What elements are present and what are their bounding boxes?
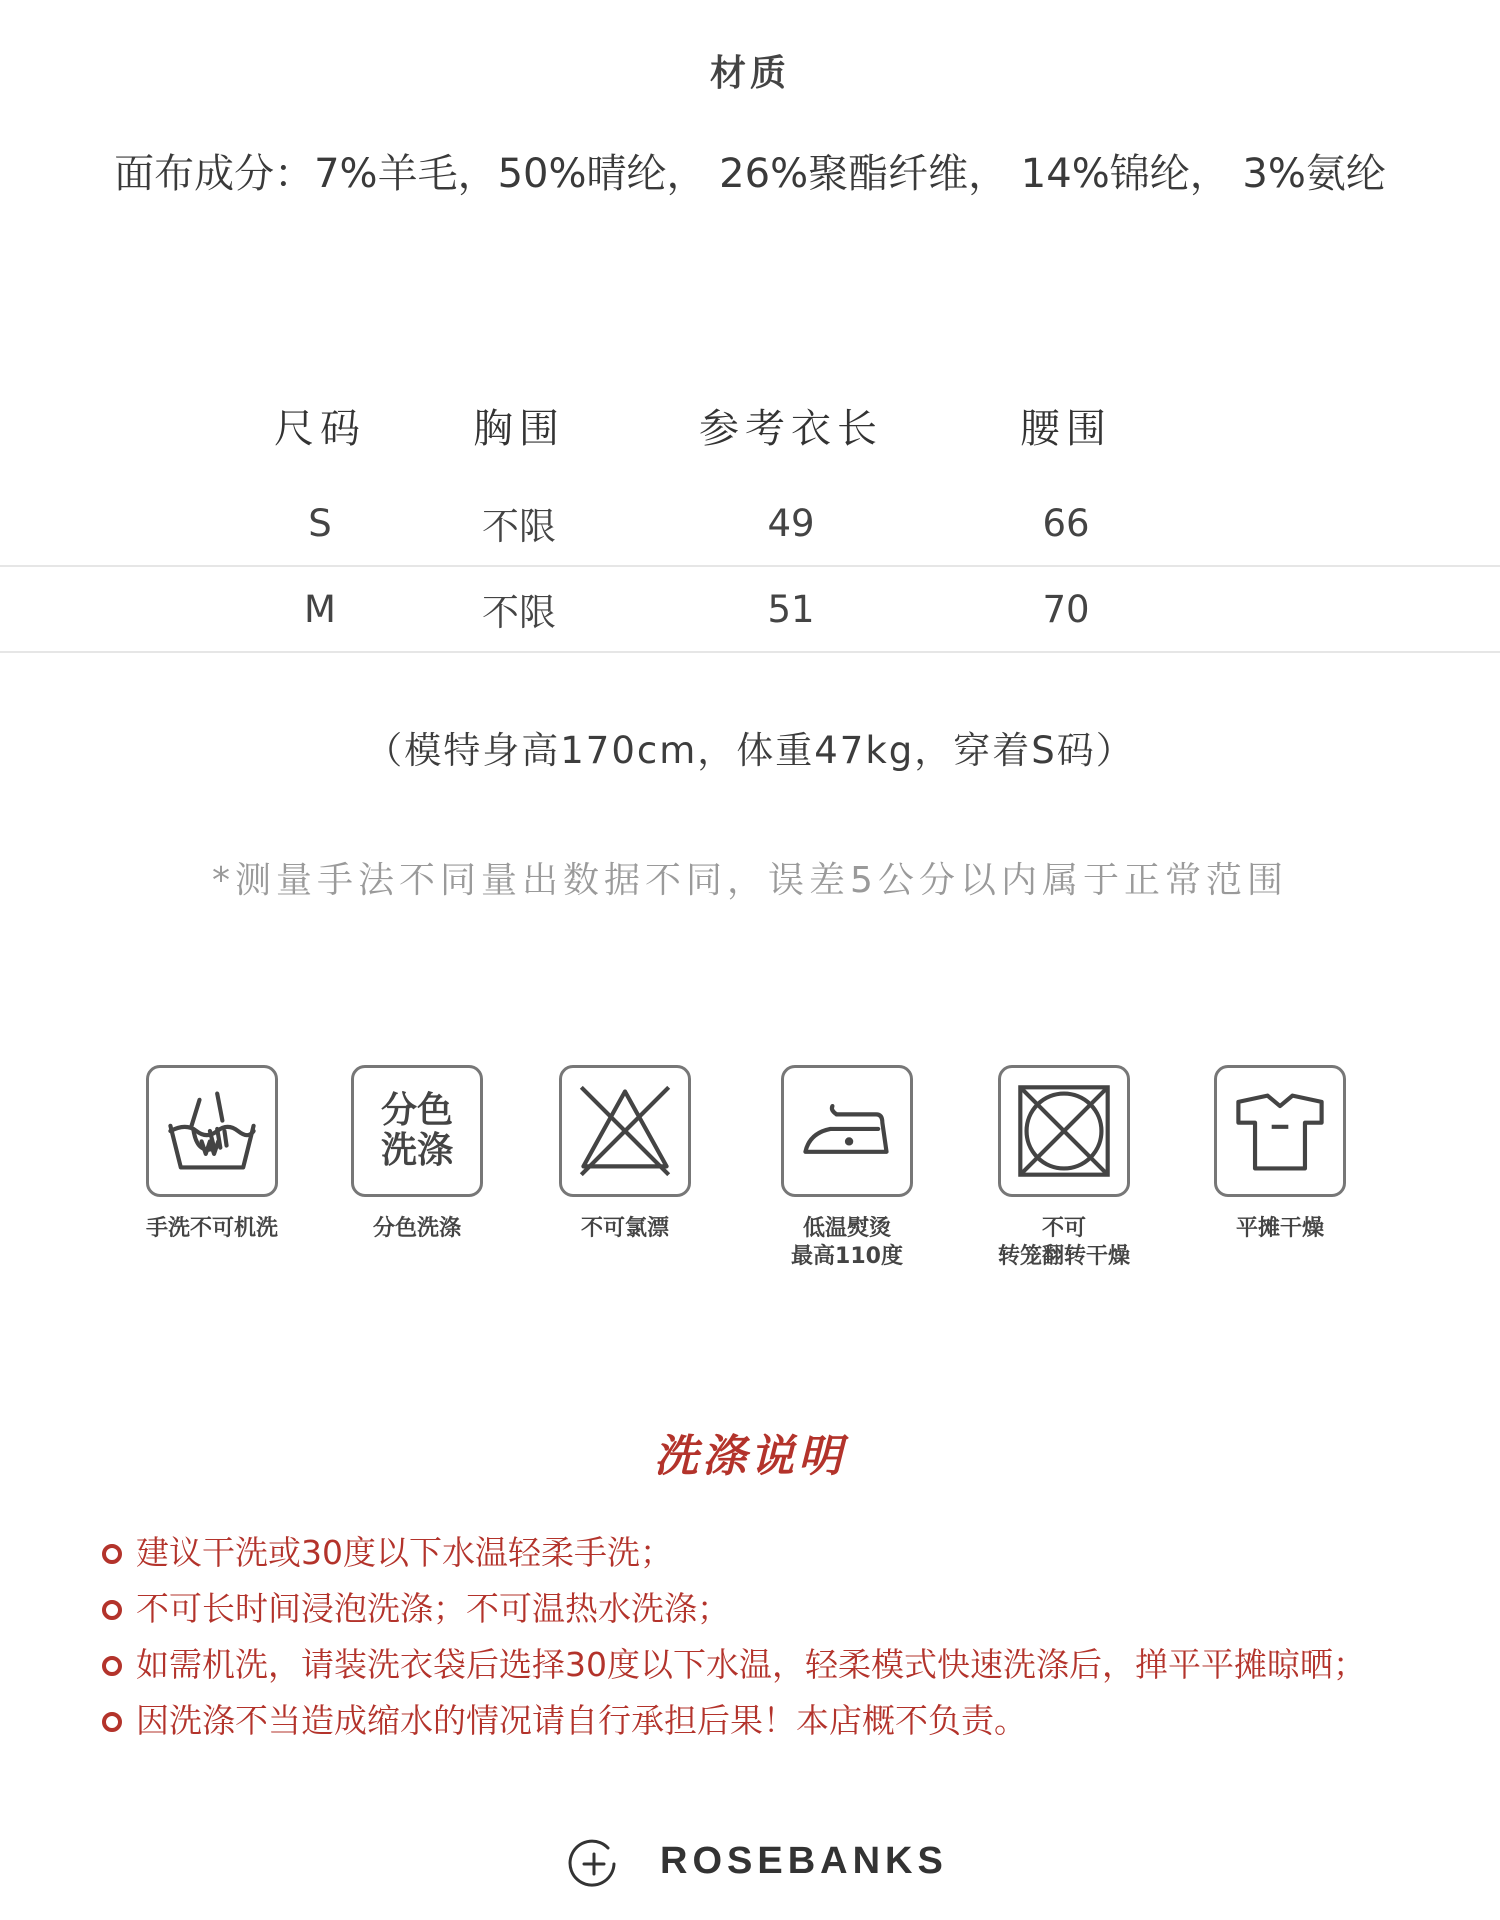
table-row <box>0 566 1500 652</box>
table-row <box>0 480 1500 566</box>
care-icon-box <box>781 1065 913 1197</box>
care-item-no-bleach <box>505 1065 745 1243</box>
cell-length: 49 <box>767 501 815 545</box>
measurement-note: *测量手法不同量出数据不同，误差5公分以内属于正常范围 <box>212 860 1288 901</box>
size-table-header <box>0 370 1500 480</box>
care-item-hand-wash <box>92 1065 332 1243</box>
flat-dry-icon <box>1228 1079 1332 1183</box>
material-title: 材质 <box>709 53 790 94</box>
care-item-separate-wash <box>297 1065 537 1243</box>
cell-chest: 不限 <box>482 505 556 548</box>
care-label: 平摊干燥 <box>1235 1216 1324 1241</box>
care-icon-box <box>351 1065 483 1197</box>
header-length: 参考衣长 <box>699 405 883 452</box>
separate-wash-icon: 分色 洗涤 <box>380 1090 453 1171</box>
brand-footer <box>0 1838 1500 1898</box>
care-item-flat-dry <box>1160 1065 1400 1243</box>
care-icon-box <box>1214 1065 1346 1197</box>
care-icon-box <box>146 1065 278 1197</box>
bullet-icon <box>102 1544 122 1564</box>
plus-circle-logo-icon <box>568 1838 620 1890</box>
size-table <box>0 370 1500 652</box>
washing-item-text: 因洗涤不当造成缩水的情况请自行承担后果！本店概不负责。 <box>136 1701 1027 1740</box>
washing-item-text: 如需机洗，请装洗衣袋后选择30度以下水温，轻柔模式快速洗涤后，掸平平摊晾晒； <box>136 1645 1366 1684</box>
care-label: 分色洗涤 <box>372 1216 461 1241</box>
washing-list <box>100 1525 1480 1749</box>
care-item-no-tumble-dry <box>944 1065 1184 1271</box>
list-item <box>100 1525 1480 1581</box>
no-bleach-icon <box>573 1079 677 1183</box>
row-divider <box>0 651 1500 653</box>
bullet-icon <box>102 1656 122 1676</box>
brand-name: ROSEBANKS <box>660 1840 948 1882</box>
iron-low-icon <box>795 1079 899 1183</box>
cell-size: M <box>304 587 336 631</box>
care-label: 不可氯漂 <box>580 1216 669 1241</box>
cell-waist: 66 <box>1042 501 1090 545</box>
care-label: 低温熨烫 最高110度 <box>791 1216 903 1269</box>
bullet-icon <box>102 1712 122 1732</box>
header-chest: 胸围 <box>473 405 565 452</box>
no-tumble-dry-icon <box>1012 1079 1116 1183</box>
cell-chest: 不限 <box>482 591 556 634</box>
cell-size: S <box>308 501 332 545</box>
list-item <box>100 1581 1480 1637</box>
fabric-composition: 面布成分：7%羊毛，50%晴纶， 26%聚酯纤维， 14%锦纶， 3%氨纶 <box>114 151 1386 197</box>
bullet-icon <box>102 1600 122 1620</box>
cell-waist: 70 <box>1042 587 1090 631</box>
care-icon-box <box>559 1065 691 1197</box>
washing-item-text: 不可长时间浸泡洗涤；不可温热水洗涤； <box>136 1589 730 1628</box>
cell-length: 51 <box>767 587 815 631</box>
care-item-iron-low <box>727 1065 967 1271</box>
care-label: 不可 转笼翻转干燥 <box>997 1216 1130 1269</box>
care-label: 手洗不可机洗 <box>145 1216 278 1241</box>
hand-wash-icon <box>160 1079 264 1183</box>
care-icons-row <box>0 1065 1500 1305</box>
header-size: 尺码 <box>274 405 366 452</box>
list-item <box>100 1637 1480 1693</box>
model-note: （模特身高170cm，体重47kg，穿着S码） <box>365 729 1135 772</box>
header-waist: 腰围 <box>1020 405 1112 452</box>
care-icon-box <box>998 1065 1130 1197</box>
washing-item-text: 建议干洗或30度以下水温轻柔手洗； <box>136 1533 673 1572</box>
washing-title: 洗涤说明 <box>654 1431 846 1482</box>
list-item <box>100 1693 1480 1749</box>
